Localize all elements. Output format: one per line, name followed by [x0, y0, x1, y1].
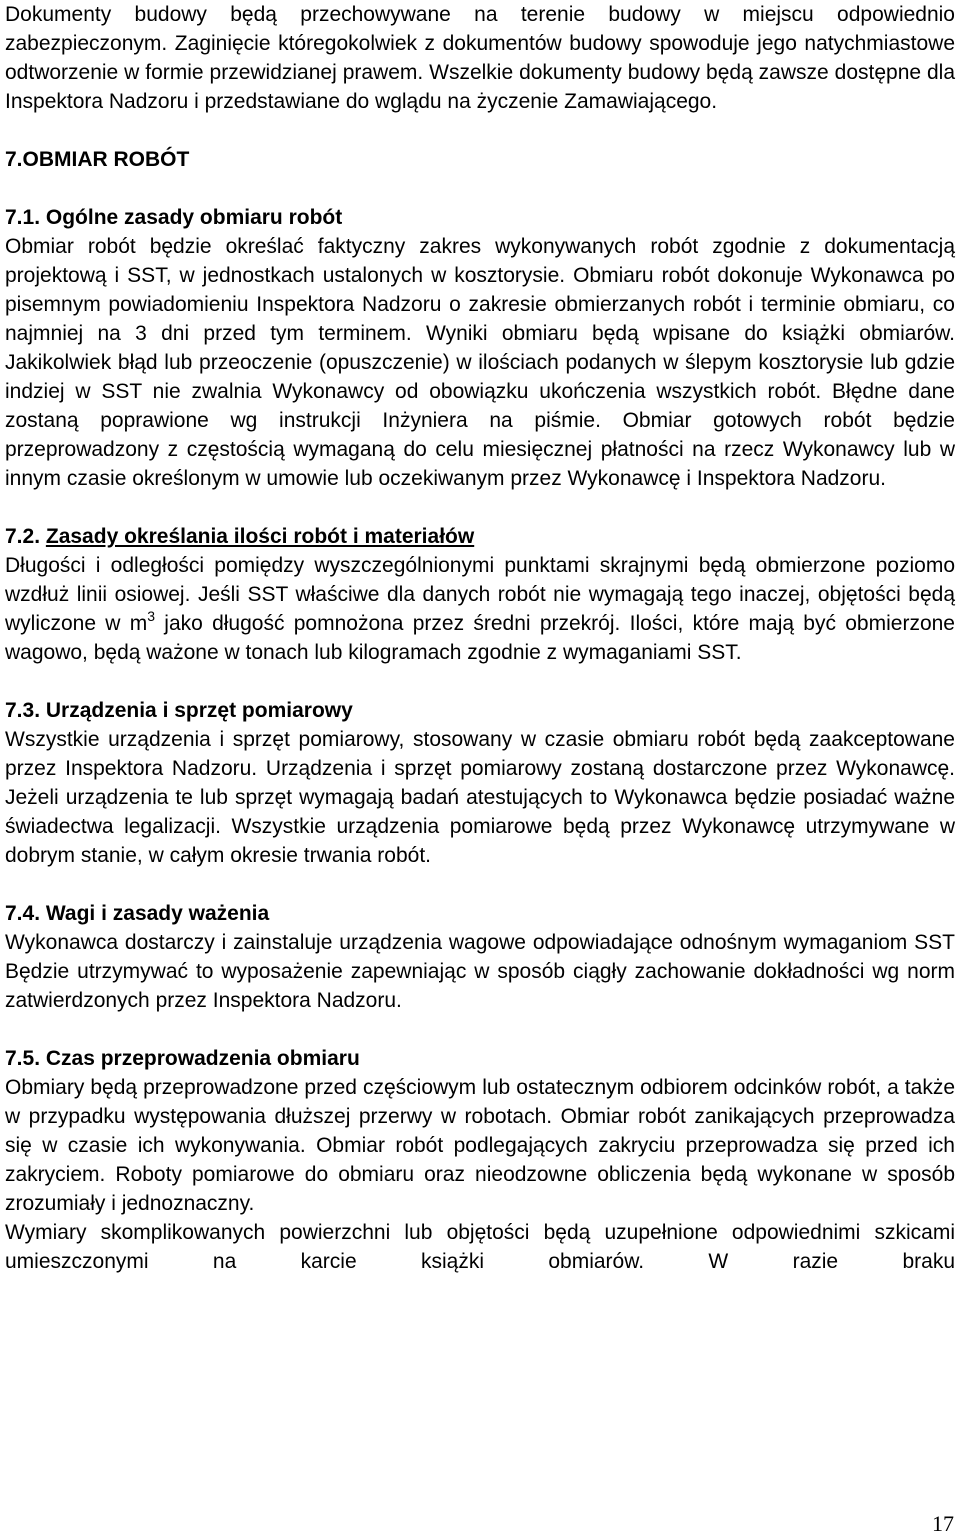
- intro-paragraph: Dokumenty budowy będą przechowywane na terenie budowy w miejscu odpowiednio zabezpieczonym. Zaginięcie któregokolwiek z dokumentów budowy spowoduje jego natychmiastowe odtworzenie w formie przewidzianej prawem. Wszelkie dokumenty budowy będą zawsze dostępne dla Inspektora Nadzoru i przedstawiane do wglądu na życzenie Zamawiającego.: [5, 3, 955, 113]
- spacer: [5, 174, 955, 203]
- section-7-1-heading: [5, 203, 955, 232]
- section-number: 7.1.: [5, 206, 41, 229]
- chapter-heading: 7.OBMIAR ROBÓT: [5, 148, 190, 171]
- section-7-4-body: Wykonawca dostarczy i zainstaluje urządzenia wagowe odpowiadające odnośnym wymaganiom SST Będzie utrzymywać to wyposażenie zapewniając w sposób ciągły zachowanie dokładności wg norm zatwierdzonych przez Inspektora Nadzoru.: [5, 931, 955, 1012]
- section-title: Zasady określania ilości robót i materiałów: [45, 525, 475, 548]
- document-page: [5, 0, 955, 1276]
- section-7-2-heading: [5, 522, 955, 551]
- section-7-2-body: [5, 551, 955, 667]
- spacer: [5, 116, 955, 145]
- section-7-5-heading: [5, 1044, 955, 1073]
- section-7-3-heading: [5, 696, 955, 725]
- section-7-3-body: Wszystkie urządzenia i sprzęt pomiarowy, stosowany w czasie obmiaru robót będą zaakceptowane przez Inspektora Nadzoru. Urządzenia i sprzęt pomiarowy zostaną dostarczone przez Wykonawcę. Jeżeli urządzenia te lub sprzęt wymagają badań atestujących to Wykonawca będzie posiadać ważne świadectwa legalizacji. Wszystkie urządzenia pomiarowe będą przez Wykonawcę utrzymywane w dobrym stanie, w całym okresie trwania robót.: [5, 728, 955, 867]
- spacer: [5, 1015, 955, 1044]
- section-7-2-body-b: jako długość pomnożona przez średni przekrój. Ilości, które mają być obmierzone wagowo, będą ważone w tonach lub kilogramach zgodnie z wymaganiami SST.: [5, 612, 955, 664]
- section-7-2-body-a: Długości i odległości pomiędzy wyszczególnionymi punktami skrajnymi będą obmierzone poziomo wzdłuż linii osiowej. Jeśli SST właściwe dla danych robót nie wymagają tego inaczej, objętości będą wyliczone w m: [5, 554, 955, 635]
- page-number: 17: [932, 1511, 954, 1536]
- section-number: 7.5.: [5, 1047, 41, 1070]
- section-7-4-heading: [5, 899, 955, 928]
- spacer: [5, 870, 955, 899]
- section-title: Wagi i zasady ważenia: [45, 902, 270, 925]
- spacer: [5, 493, 955, 522]
- section-title: Urządzenia i sprzęt pomiarowy: [45, 699, 353, 722]
- section-7-5-body-continued: Wymiary skomplikowanych powierzchni lub objętości będą uzupełnione odpowiednimi szkicami umieszczonymi na karcie książki obmiarów. W razie braku: [5, 1221, 955, 1273]
- section-7-1-body: Obmiar robót będzie określać faktyczny zakres wykonywanych robót zgodnie z dokumentacją projektową i SST, w jednostkach ustalonych w kosztorysie. Obmiaru robót dokonuje Wykonawca po pisemnym powiadomieniu Inspektora Nadzoru o zakresie obmierzanych robót i terminie obmiaru, co najmniej na 3 dni przed tym terminem. Wyniki obmiaru będą wpisane do książki obmiarów. Jakikolwiek błąd lub przeoczenie (opuszczenie) w ilościach podanych w ślepym kosztorysie lub gdzie indziej w SST nie zwalnia Wykonawcy od obowiązku ukończenia wszystkich robót. Błędne dane zostaną poprawione wg instrukcji Inżyniera na piśmie. Obmiar gotowych robót będzie przeprowadzony z częstością wymaganą do celu miesięcznej płatności na rzecz Wykonawcy lub w innym czasie określonym w umowie lub oczekiwanym przez Wykonawcę i Inspektora Nadzoru.: [5, 235, 955, 490]
- section-title: Czas przeprowadzenia obmiaru: [45, 1047, 360, 1070]
- section-number: 7.2.: [5, 525, 41, 548]
- superscript-cubic: 3: [147, 608, 156, 624]
- section-number: 7.4.: [5, 902, 41, 925]
- spacer: [5, 667, 955, 696]
- section-7-5-body: Obmiary będą przeprowadzone przed częściowym lub ostatecznym odbiorem odcinków robót, a także w przypadku występowania dłuższej przerwy w robotach. Obmiar robót zanikających przeprowadza się w czasie ich wykonywania. Obmiar robót podlegających zakryciu przeprowadza się przed ich zakryciem. Roboty pomiarowe do obmiaru oraz nieodzowne obliczenia będą wykonane w sposób zrozumiały i jednoznaczny.: [5, 1076, 955, 1215]
- section-title: Ogólne zasady obmiaru robót: [45, 206, 343, 229]
- section-number: 7.3.: [5, 699, 41, 722]
